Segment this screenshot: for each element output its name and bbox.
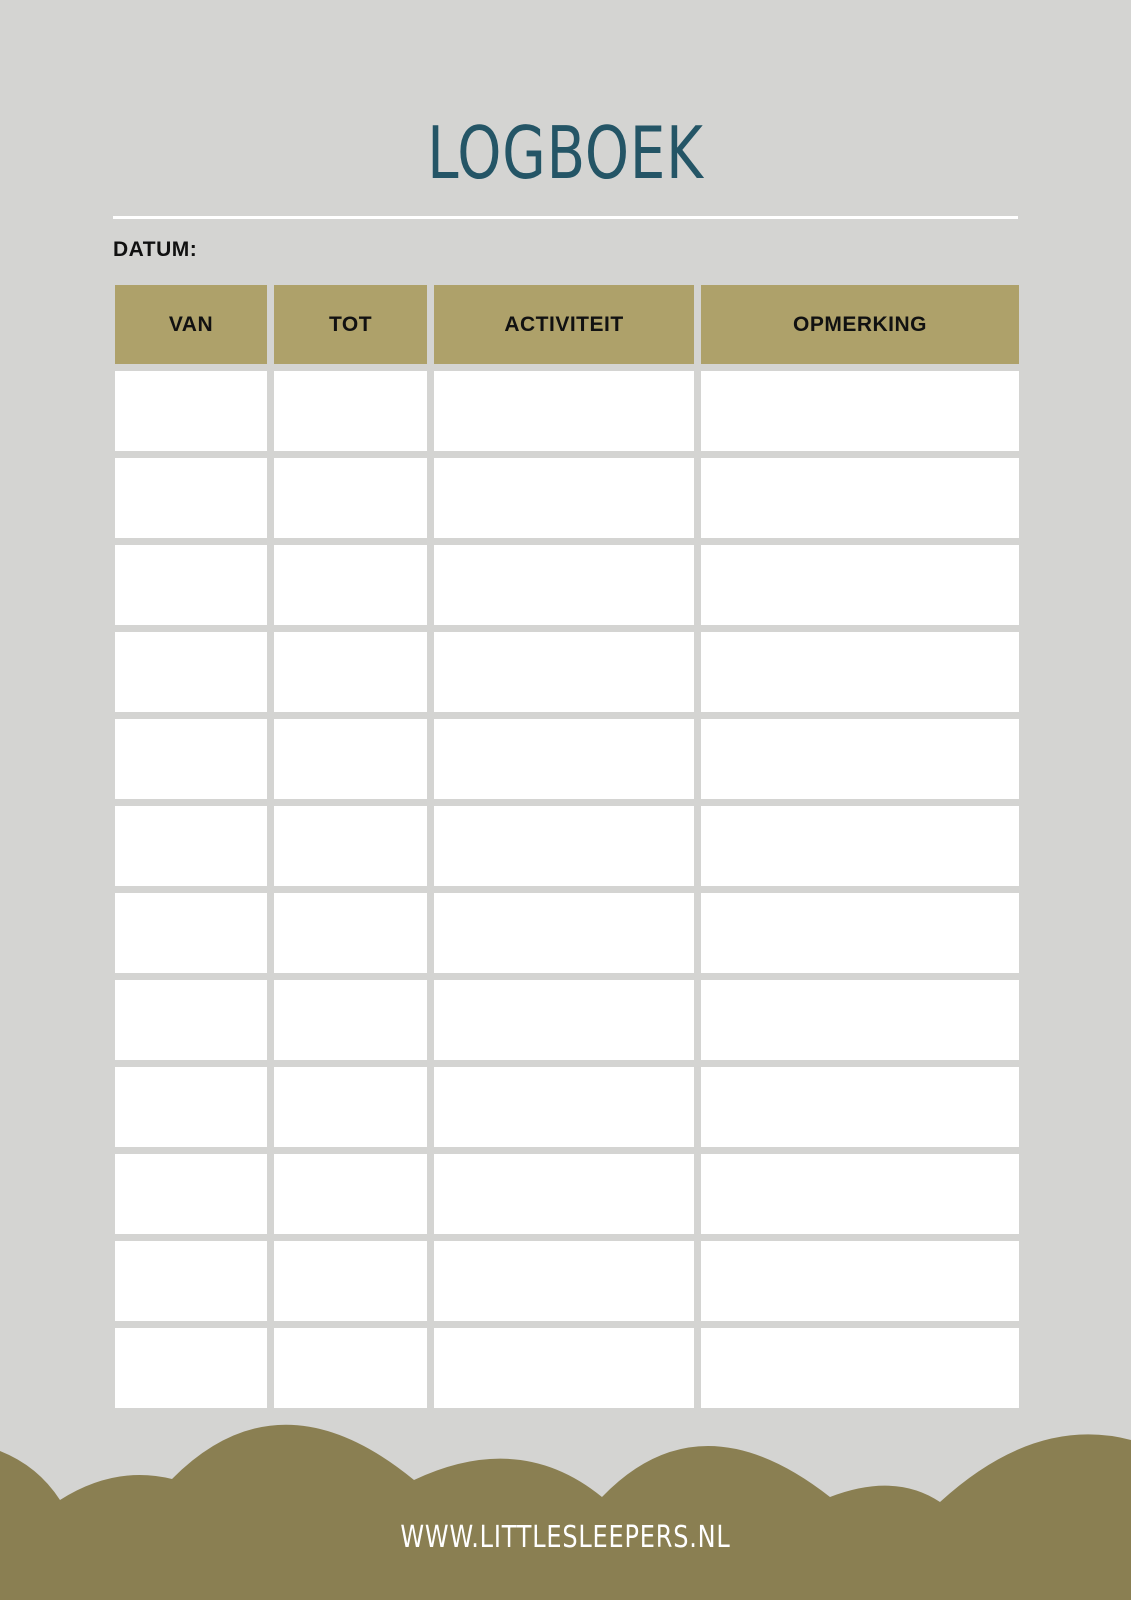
table-cell-van[interactable]: [115, 371, 267, 451]
table-cell-opmerking[interactable]: [701, 545, 1019, 625]
table-cell-van[interactable]: [115, 719, 267, 799]
table-cell-van[interactable]: [115, 1154, 267, 1234]
table-cell-activiteit[interactable]: [434, 1067, 694, 1147]
table-cell-opmerking[interactable]: [701, 1241, 1019, 1321]
table-cell-opmerking[interactable]: [701, 1328, 1019, 1408]
website-url[interactable]: WWW.LITTLESLEEPERS.NL: [400, 1520, 731, 1555]
table-cell-opmerking[interactable]: [701, 893, 1019, 973]
table-cell-activiteit[interactable]: [434, 371, 694, 451]
table-cell-tot[interactable]: [274, 719, 427, 799]
table-cell-tot[interactable]: [274, 1241, 427, 1321]
table-cell-tot[interactable]: [274, 806, 427, 886]
table-cell-tot[interactable]: [274, 632, 427, 712]
page-title: LOGBOEK: [427, 111, 704, 195]
table-cell-activiteit[interactable]: [434, 980, 694, 1060]
table-cell-van[interactable]: [115, 1328, 267, 1408]
table-cell-tot[interactable]: [274, 893, 427, 973]
table-cell-opmerking[interactable]: [701, 980, 1019, 1060]
header-activiteit: ACTIVITEIT: [434, 285, 694, 364]
table-cell-opmerking[interactable]: [701, 1067, 1019, 1147]
table-cell-van[interactable]: [115, 1067, 267, 1147]
cloud-shape: [0, 1425, 1131, 1600]
datum-label: DATUM:: [113, 238, 198, 261]
table-cell-activiteit[interactable]: [434, 806, 694, 886]
table-cell-activiteit[interactable]: [434, 893, 694, 973]
table-cell-opmerking[interactable]: [701, 371, 1019, 451]
table-cell-activiteit[interactable]: [434, 632, 694, 712]
table-cell-van[interactable]: [115, 1241, 267, 1321]
table-cell-opmerking[interactable]: [701, 632, 1019, 712]
table-cell-tot[interactable]: [274, 545, 427, 625]
header-tot: TOT: [274, 285, 427, 364]
table-cell-tot[interactable]: [274, 458, 427, 538]
table-cell-van[interactable]: [115, 806, 267, 886]
table-cell-tot[interactable]: [274, 980, 427, 1060]
table-cell-tot[interactable]: [274, 1067, 427, 1147]
table-cell-activiteit[interactable]: [434, 1154, 694, 1234]
table-cell-activiteit[interactable]: [434, 458, 694, 538]
table-cell-opmerking[interactable]: [701, 719, 1019, 799]
table-cell-opmerking[interactable]: [701, 458, 1019, 538]
table-cell-activiteit[interactable]: [434, 545, 694, 625]
table-cell-activiteit[interactable]: [434, 1241, 694, 1321]
table-cell-van[interactable]: [115, 893, 267, 973]
header-van: VAN: [115, 285, 267, 364]
table-cell-van[interactable]: [115, 980, 267, 1060]
table-cell-activiteit[interactable]: [434, 719, 694, 799]
table-cell-van[interactable]: [115, 632, 267, 712]
table-cell-van[interactable]: [115, 458, 267, 538]
log-table: [115, 285, 1018, 1408]
header-opmerking: OPMERKING: [701, 285, 1019, 364]
title-divider: [113, 216, 1018, 219]
table-cell-van[interactable]: [115, 545, 267, 625]
table-cell-tot[interactable]: [274, 1154, 427, 1234]
table-cell-tot[interactable]: [274, 1328, 427, 1408]
cloud-border: [0, 1400, 1131, 1600]
table-cell-opmerking[interactable]: [701, 1154, 1019, 1234]
table-cell-tot[interactable]: [274, 371, 427, 451]
table-cell-opmerking[interactable]: [701, 806, 1019, 886]
table-cell-activiteit[interactable]: [434, 1328, 694, 1408]
